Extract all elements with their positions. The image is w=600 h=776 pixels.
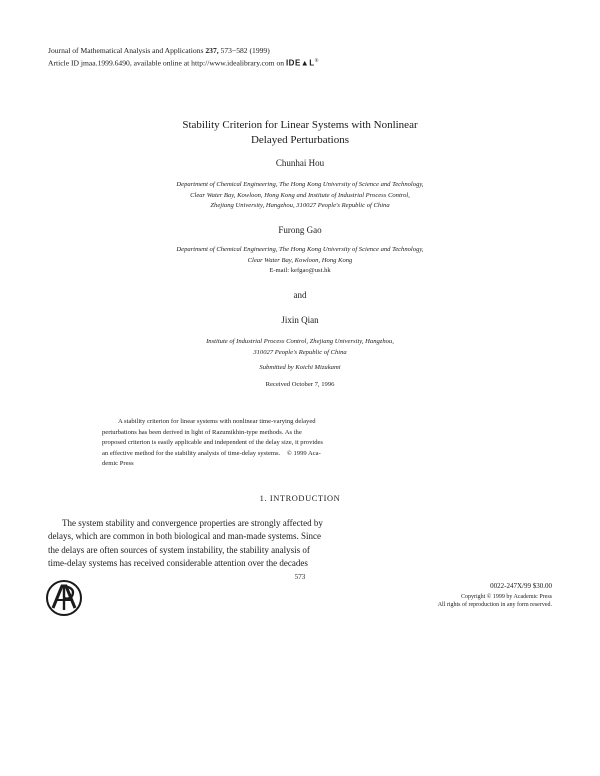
academic-press-logo-icon: [44, 578, 84, 618]
registered-mark: ®: [314, 59, 319, 64]
paper-title: Stability Criterion for Linear Systems with Nonlinear Delayed Perturbations: [182, 119, 418, 146]
journal-citation: Journal of Mathematical Analysis and Applications 237, 573−582 (1999): [48, 46, 270, 55]
received-date: Received October 7, 1996: [265, 381, 335, 388]
article-url-text[interactable]: Article ID jmaa.1999.6490, available online at http://www.idealibrary.com on: [48, 58, 285, 68]
abstract-copyright: © 1999 Aca-: [286, 449, 321, 457]
author-name: Jixin Qian: [281, 315, 319, 325]
article-id-line: [48, 57, 318, 69]
article-code: 0022-247X/99 $30.00: [490, 582, 552, 590]
author-affiliation: Department of Chemical Engineering, The Hong Kong University of Science and Technology, Clear Water Bay, Kowloon, Hong Kong and Institute of Industrial Process Control, Zhejiang University, Hangzhou, 310027 People's Republic of China: [176, 181, 424, 210]
and-separator: and: [293, 290, 307, 300]
author-name: Chunhai Hou: [275, 158, 325, 168]
copyright-notice: Copyright © 1999 by Academic Press: [460, 594, 552, 600]
author-affiliation: Department of Chemical Engineering, The Hong Kong University of Science and Technology, Clear Water Bay, Kowloon, Hong Kong: [176, 246, 424, 264]
ideal-logo-icon: IDE▲L: [285, 58, 315, 68]
page-number: 573: [294, 573, 306, 581]
volume-number: 237,: [205, 46, 219, 55]
section-heading: 1. INTRODUCTION: [259, 494, 341, 503]
submitted-by: Submitted by Koichi Mizukami: [259, 364, 341, 371]
abstract: A stability criterion for linear systems with nonlinear time-varying delayed perturbations has been derived in light of Razumikhin-type methods. As the proposed criterion is easily applicable and independent of the delay size, it provides an effective method for the stability analysis of time-delay systems. © 1999 Aca- demic Press: [102, 418, 324, 468]
author-affiliation: Institute of Industrial Process Control, Zhejiang University, Hangzhou, 310027 People's Republic of China: [206, 338, 394, 356]
rights-notice: All rights of reproduction in any form reserved.: [437, 602, 552, 608]
body-paragraph: The system stability and convergence properties are strongly affected by delays, which are common in both biological and man-made systems. Since the delays are often sources of system instability, the stability analysis of time-delay systems has received considerable attention over the decades: [48, 518, 323, 569]
author-email: E-mail: kefgao@ust.hk: [269, 267, 331, 274]
author-name: Furong Gao: [278, 225, 322, 235]
